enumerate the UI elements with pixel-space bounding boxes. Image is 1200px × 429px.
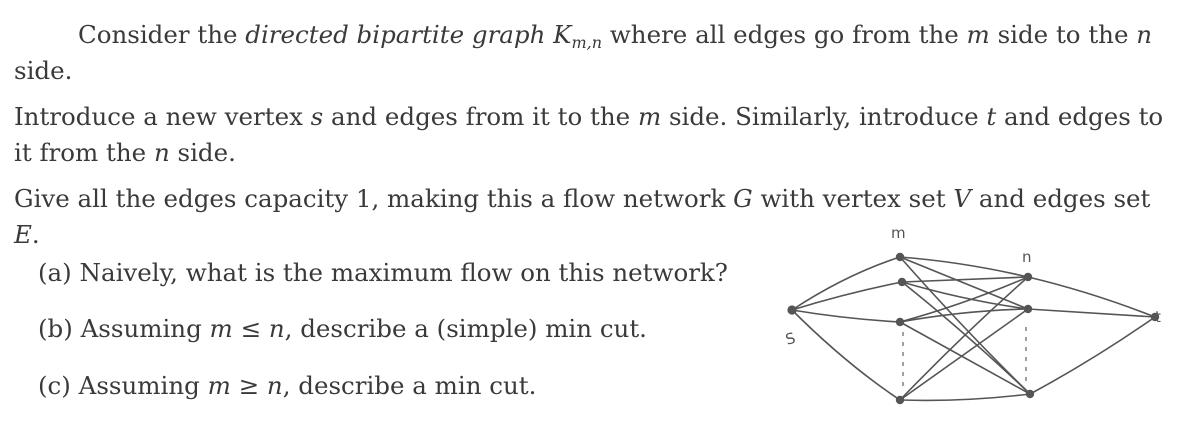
edge-s-to-m4 — [792, 310, 900, 400]
node-m2 — [898, 278, 906, 286]
sketch-nodes — [787, 253, 1159, 404]
label-m: m — [891, 224, 906, 242]
node-n3 — [1026, 390, 1034, 398]
node-m3 — [896, 318, 904, 326]
label-n: n — [1022, 248, 1032, 266]
paragraph-3: Give all the edges capacity 1, making this a flow network G with vertex set V and edges set E. — [14, 184, 1151, 249]
sketch-edges — [792, 257, 1155, 400]
node-n2 — [1024, 305, 1032, 313]
edge-m2-to-n2 — [902, 282, 1028, 309]
node-m1 — [896, 253, 904, 261]
edge-m3-to-n2 — [900, 309, 1028, 322]
edge-s-to-m2 — [792, 282, 902, 310]
question-b: (b) Assuming m ≤ n, describe a (simple) min cut. — [38, 314, 647, 343]
question-c: (c) Assuming m ≥ n, describe a min cut. — [38, 371, 537, 400]
edge-n3-to-t — [1030, 317, 1155, 394]
node-m4 — [896, 396, 904, 404]
edge-m1-to-n1 — [900, 257, 1028, 277]
edge-s-to-m3 — [792, 310, 900, 322]
edge-s-to-m1 — [792, 257, 900, 310]
question-a: (a) Naively, what is the maximum flow on this network? — [38, 258, 728, 287]
node-s — [787, 305, 796, 314]
flow-network-sketch — [770, 222, 1190, 422]
edge-m4-to-n2 — [900, 309, 1028, 400]
node-n1 — [1024, 273, 1032, 281]
paragraph-2: Introduce a new vertex s and edges from it to the m side. Similarly, introduce t and edges to it from the n side. — [14, 102, 1164, 167]
paragraph-1: Consider the directed bipartite graph $K_{m,n}$ where all edges go from the m side to the n side. — [14, 20, 1153, 85]
edge-m4-to-n3 — [900, 394, 1030, 400]
label-s: S — [783, 328, 798, 349]
edge-m3-to-n3 — [900, 322, 1030, 394]
label-t: t — [1155, 308, 1161, 326]
